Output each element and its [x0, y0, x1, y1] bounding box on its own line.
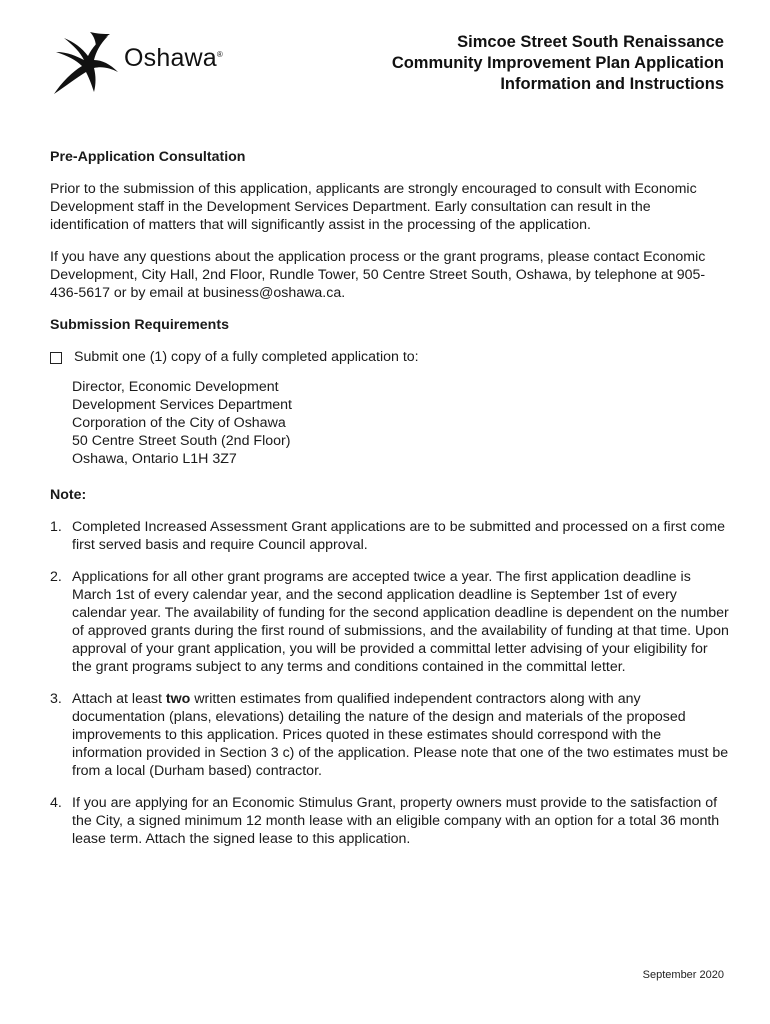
checkbox-icon[interactable]: [50, 352, 62, 364]
submission-checklist-item: [50, 348, 730, 366]
pre-application-paragraph-2: If you have any questions about the application process or the grant programs, please contact Economic Development, City Hall, 2nd Floor, Rundle Tower, 50 Centre Street South, Oshawa, by telephone at 905-436-5617 or by email at business@oshawa.ca.: [50, 249, 706, 301]
pre-application-paragraph-1: Prior to the submission of this application, applicants are strongly encouraged to consult with Economic Development staff in the Development Services Department. Early consultation can result in the identification of matters that will significantly assist in the processing of the application.: [50, 181, 697, 233]
note-number: 4.: [50, 795, 62, 811]
logo-wordmark: [124, 44, 223, 73]
note-heading: Note:: [50, 487, 87, 503]
submission-address: [72, 378, 730, 468]
note-item: [50, 568, 730, 676]
address-line: Development Services Department: [72, 397, 293, 413]
address-line: Corporation of the City of Oshawa: [72, 415, 286, 431]
document-title: [392, 32, 724, 95]
note-item: [50, 690, 730, 780]
submission-heading: Submission Requirements: [50, 317, 229, 333]
address-line: Director, Economic Development: [72, 379, 279, 395]
note-number: 2.: [50, 569, 62, 585]
footer-date: September 2020: [642, 969, 724, 981]
note-text-emphasis: two: [165, 691, 191, 707]
note-list: [50, 518, 730, 848]
note-text-part: written estimates from qualified independent contractors along with any documentation (plans, elevations) detailing the nature of the design and materials of the proposed improvements to this application. Prices quoted in these estimates should correspond with the information provided in Section 3 c) of the application. Please note that one of the two estimates must be from a local (Durham based) contractor.: [72, 691, 729, 779]
logo-registered-mark: ®: [216, 50, 224, 59]
note-text: Applications for all other grant programs are accepted twice a year. The first application deadline is March 1st of every calendar year, and the second application deadline is September 1st of every calendar year. The availability of funding for the second application deadline is dependent on the number of approved grants during the first round of submissions, and the availability of funding at that time. Upon approval of your grant application, you will be provided a committal letter advising of your eligibility for the grant programs subject to any terms and conditions contained in the committal letter.: [72, 569, 729, 675]
note-number: 3.: [50, 691, 62, 707]
address-line: 50 Centre Street South (2nd Floor): [72, 433, 291, 449]
oshawa-logo: [50, 30, 250, 98]
pre-application-heading: Pre-Application Consultation: [50, 149, 246, 165]
note-item: [50, 518, 730, 554]
note-item: [50, 794, 730, 848]
note-text: If you are applying for an Economic Stimulus Grant, property owners must provide to the satisfaction of the City, a signed minimum 12 month lease with an eligible company with an option for a total 36 month lease term. Attach the signed lease to this application.: [72, 795, 720, 847]
logo-name: Oshawa: [124, 44, 217, 72]
document-body: [50, 148, 730, 862]
title-line-1: Simcoe Street South Renaissance: [457, 33, 724, 51]
submission-checkbox-text: Submit one (1) copy of a fully completed application to:: [74, 349, 419, 365]
note-number: 1.: [50, 519, 62, 535]
address-line: Oshawa, Ontario L1H 3Z7: [72, 451, 237, 467]
title-line-3: Information and Instructions: [500, 75, 724, 93]
note-text: [72, 690, 730, 780]
note-text-part: Attach at least: [72, 691, 166, 707]
title-line-2: Community Improvement Plan Application: [391, 54, 724, 72]
note-text: Completed Increased Assessment Grant applications are to be submitted and processed on a first come first served basis and require Council approval.: [72, 519, 725, 553]
